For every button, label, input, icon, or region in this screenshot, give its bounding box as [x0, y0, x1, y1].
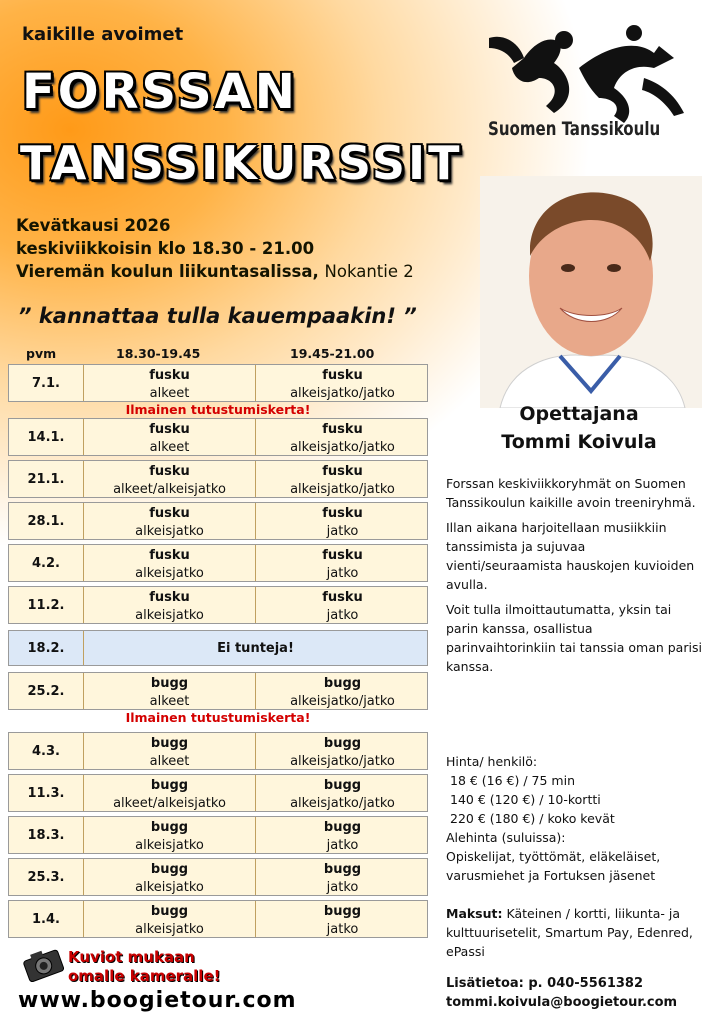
style-2: bugg [323, 736, 362, 751]
course-info [16, 214, 414, 283]
level-2: alkeisjatko/jatko [290, 386, 395, 401]
style-2: fusku [322, 548, 363, 563]
table-row [8, 544, 428, 582]
payment [446, 904, 704, 961]
discount-title: Alehinta (suluissa): [446, 830, 566, 845]
no-class-note: Ei tunteja! [83, 631, 427, 665]
row-date: 18.3. [27, 827, 65, 843]
style-2: fusku [322, 464, 363, 479]
style-1: bugg [150, 904, 189, 919]
description-p3: Voit tulla ilmoittautumatta, yksin tai parin kanssa, osallistua parinvaihtorinkiin tai tanssia oman parisi kanssa. [446, 602, 702, 674]
row-date: 4.2. [32, 555, 60, 571]
level-2: jatko [326, 566, 359, 581]
style-2: bugg [323, 862, 362, 877]
style-2: fusku [322, 506, 363, 521]
slogan: ” kannattaa tulla kauempaakin! ” [18, 304, 417, 328]
level-1: alkeisjatko [135, 608, 204, 623]
col-2-header: 19.45-21.00 [290, 346, 375, 361]
table-row [8, 858, 428, 896]
level-2: jatko [326, 524, 359, 539]
season: Kevätkausi 2026 [16, 216, 171, 235]
style-2: bugg [323, 820, 362, 835]
schedule-header [8, 346, 428, 364]
style-1: bugg [150, 862, 189, 877]
discount-text: Opiskelijat, työttömät, eläkeläiset, varusmiehet ja Fortuksen jäsenet [446, 849, 661, 883]
level-1: alkeisjatko [135, 566, 204, 581]
row-date: 1.4. [32, 911, 60, 927]
logo-text: Suomen Tanssikoulu [488, 118, 661, 140]
dancers-logo-icon [484, 18, 694, 168]
table-row [8, 364, 428, 402]
level-2: alkeisjatko/jatko [290, 694, 395, 709]
time: keskiviikkoisin klo 18.30 - 21.00 [16, 239, 315, 258]
free-trial-note: Ilmainen tutustumiskerta! [125, 710, 311, 725]
website-link[interactable]: www.boogietour.com [18, 988, 297, 1013]
place [16, 260, 414, 283]
style-1: bugg [150, 736, 189, 751]
row-date: 11.2. [27, 597, 65, 613]
level-2: alkeisjatko/jatko [290, 754, 395, 769]
title-tanssikurssit: TANSSIKURSSIT [20, 136, 463, 190]
level-1: alkeisjatko [135, 524, 204, 539]
teacher-name: Tommi Koivula [501, 431, 657, 453]
description-p1: Forssan keskiviikkoryhmät on Suomen Tanssikoulun kaikille avoin treeniryhmä. [446, 476, 696, 510]
table-row [8, 586, 428, 624]
level-1: alkeet [149, 386, 190, 401]
place-name: Vieremän koulun liikuntasalissa, [16, 262, 319, 281]
level-1: alkeisjatko [135, 838, 204, 853]
camera-slogan-line2: omalle kameralle! [68, 967, 221, 985]
style-1: bugg [150, 778, 189, 793]
style-1: bugg [150, 676, 189, 691]
style-1: fusku [149, 422, 190, 437]
title-forssan: FORSSAN [22, 64, 298, 120]
style-2: bugg [323, 778, 362, 793]
table-row [8, 502, 428, 540]
place-address: Nokantie 2 [324, 262, 414, 281]
camera-icon [22, 946, 64, 982]
level-1: alkeet/alkeisjatko [113, 482, 226, 497]
style-2: fusku [322, 590, 363, 605]
level-2: alkeisjatko/jatko [290, 482, 395, 497]
style-1: fusku [149, 506, 190, 521]
style-1: fusku [149, 368, 190, 383]
level-1: alkeet [149, 694, 190, 709]
style-2: bugg [323, 676, 362, 691]
style-2: bugg [323, 904, 362, 919]
col-1-header: 18.30-19.45 [116, 346, 201, 361]
style-1: fusku [149, 464, 190, 479]
contact-email[interactable]: tommi.koivula@boogietour.com [446, 995, 678, 1010]
row-date: 21.1. [27, 471, 65, 487]
prices [446, 752, 704, 885]
payment-text: Käteinen / kortti, liikunta- ja kulttuurisetelit, Smartum Pay, Edenred, ePassi [446, 906, 693, 959]
table-row [8, 900, 428, 938]
row-date: 14.1. [27, 429, 65, 445]
row-date: 25.2. [27, 683, 65, 699]
level-2: jatko [326, 880, 359, 895]
table-row-no-class [8, 630, 428, 666]
row-date: 4.3. [32, 743, 60, 759]
contact [446, 974, 704, 1012]
level-2: alkeisjatko/jatko [290, 796, 395, 811]
level-1: alkeisjatko [135, 880, 204, 895]
teacher-label [450, 400, 708, 456]
col-date-header: pvm [26, 346, 57, 361]
price-3: 220 € (180 €) / koko kevät [450, 811, 615, 826]
description-p2: Illan aikana harjoitellaan musiikkiin tanssimista ja sujuvaa vienti/seuraamista hauskojen kuvioiden avulla. [446, 520, 695, 592]
level-2: alkeisjatko/jatko [290, 440, 395, 455]
table-row [8, 774, 428, 812]
level-1: alkeet [149, 440, 190, 455]
row-date: 7.1. [32, 375, 60, 391]
level-2: jatko [326, 838, 359, 853]
table-row [8, 672, 428, 710]
camera-slogan [68, 948, 220, 986]
level-2: jatko [326, 922, 359, 937]
row-date: 25.3. [27, 869, 65, 885]
camera-slogan-line1: Kuviot mukaan [68, 948, 195, 966]
level-1: alkeisjatko [135, 922, 204, 937]
row-date: 11.3. [27, 785, 65, 801]
open-to-all-label: kaikille avoimet [22, 24, 184, 45]
contact-phone: Lisätietoa: p. 040-5561382 [446, 976, 643, 991]
description [446, 474, 704, 676]
table-row [8, 418, 428, 456]
row-date: 28.1. [27, 513, 65, 529]
payment-label: Maksut: [446, 906, 503, 921]
table-row [8, 460, 428, 498]
prices-title: Hinta/ henkilö: [446, 754, 538, 769]
row-date: 18.2. [27, 640, 65, 656]
price-1: 18 € (16 €) / 75 min [450, 773, 575, 788]
free-trial-note: Ilmainen tutustumiskerta! [125, 402, 311, 417]
table-row [8, 816, 428, 854]
style-2: fusku [322, 368, 363, 383]
price-2: 140 € (120 €) / 10-kortti [450, 792, 601, 807]
teacher-photo [480, 176, 702, 408]
style-1: fusku [149, 548, 190, 563]
level-1: alkeet/alkeisjatko [113, 796, 226, 811]
level-1: alkeet [149, 754, 190, 769]
style-1: fusku [149, 590, 190, 605]
level-2: jatko [326, 608, 359, 623]
table-row [8, 732, 428, 770]
style-2: fusku [322, 422, 363, 437]
style-1: bugg [150, 820, 189, 835]
teacher-title: Opettajana [519, 403, 639, 425]
